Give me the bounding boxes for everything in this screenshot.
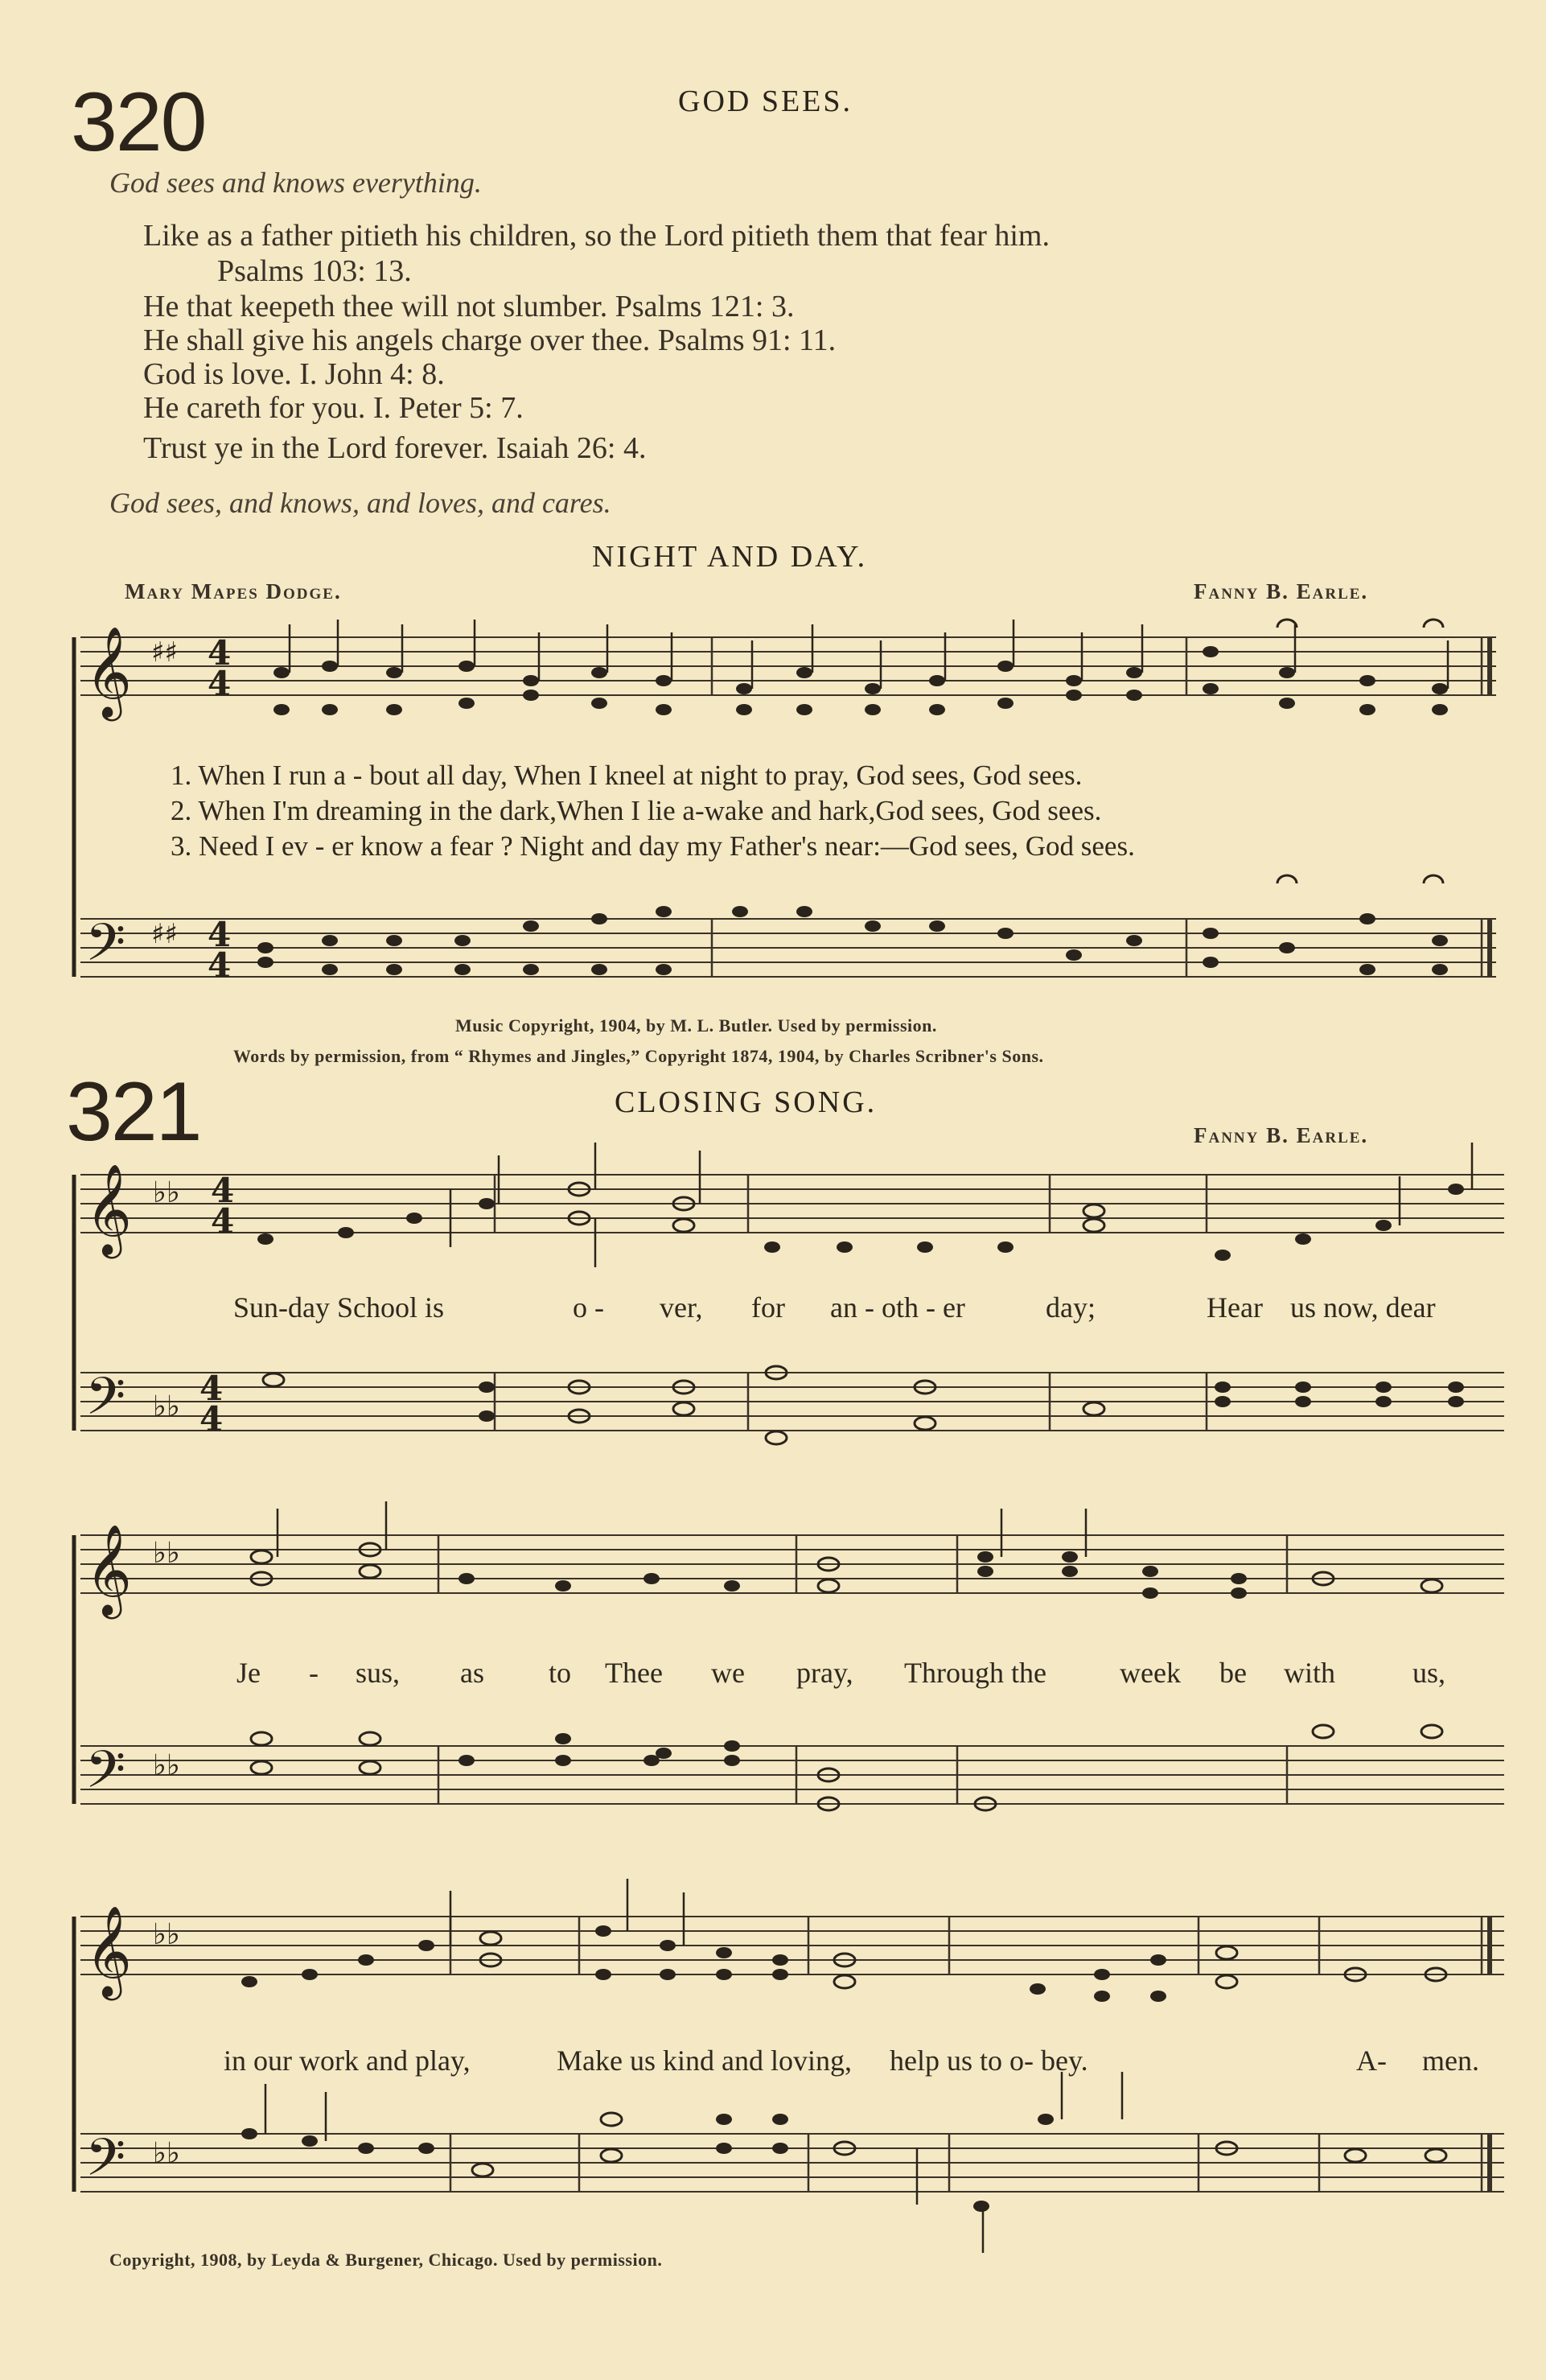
lyric-syllable: in our work and play, [224,2044,471,2077]
svg-text:𝄞: 𝄞 [85,1524,132,1616]
lyric-syllable: men. [1422,2044,1479,2077]
lyric-syllable: Thee [605,1657,663,1689]
intro-line: God sees and knows everything. [109,167,482,199]
music-credit: Fanny B. Earle. [1194,579,1369,603]
lyric-syllable: with [1284,1657,1336,1689]
svg-text:𝄢: 𝄢 [85,1740,126,1813]
svg-text:♭♭: ♭♭ [153,1537,180,1570]
scripture-line: He careth for you. I. Peter 5: 7. [143,391,524,425]
lyric-syllable: pray, [796,1657,853,1689]
hymn-title-321: CLOSING SONG. [615,1085,878,1119]
lyric-syllable: we [711,1657,745,1689]
svg-text:𝄢: 𝄢 [85,2128,126,2201]
music-credit-321: Fanny B. Earle. [1194,1123,1369,1147]
svg-text:𝄞: 𝄞 [85,1163,132,1255]
svg-text:♭♭: ♭♭ [153,2137,180,2170]
svg-text:4: 4 [208,664,232,703]
note-stems [265,620,1472,2253]
svg-text:♭♭: ♭♭ [153,1918,180,1951]
lyric-syllable: - [309,1657,319,1689]
svg-text:♯♯: ♯♯ [151,636,178,669]
svg-text:𝄢: 𝄢 [85,913,126,986]
lyric-syllable: us now, dear [1290,1291,1436,1324]
svg-text:𝄞: 𝄞 [85,626,132,718]
lyric-syllable: Hear [1207,1291,1263,1324]
scripture-line: He shall give his angels charge over thee. Psalms 91: 11. [143,323,837,357]
scripture-line: He that keepeth thee will not slumber. Psalms 121: 3. [143,290,795,323]
words-credit: Mary Mapes Dodge. [125,579,342,603]
svg-text:4: 4 [211,1201,235,1241]
scripture-line: Psalms 103: 13. [217,254,412,288]
lyric-syllable: A- [1356,2044,1387,2077]
closing-song-copyright: Copyright, 1908, by Leyda & Burgener, Chicago. Used by permission. [109,2250,663,2270]
lyric-syllable: week [1120,1657,1181,1689]
staff-lines [80,637,1504,2192]
lyric-syllable: o - [573,1291,604,1324]
lyric-syllable: day; [1046,1291,1096,1324]
lyric-syllable: to [549,1657,572,1689]
svg-text:𝄞: 𝄞 [85,1905,132,1997]
scripture-line: God is love. I. John 4: 8. [143,357,445,391]
lyric-syllable: help us to o- bey. [890,2044,1088,2077]
song-title: NIGHT AND DAY. [592,540,868,574]
hymn-number-321: 321 [66,1065,201,1159]
svg-text:♭♭: ♭♭ [153,1176,180,1209]
words-copyright: Words by permission, from “ Rhymes and Jingles,” Copyright 1874, 1904, by Charles Scribner's Sons. [233,1046,1044,1066]
svg-text:4: 4 [208,915,232,954]
svg-text:♭♭: ♭♭ [153,1749,180,1782]
lyric-syllable: us, [1412,1657,1446,1689]
svg-text:♯♯: ♯♯ [151,918,178,950]
lyric-syllable: be [1219,1657,1247,1689]
lyric-syllable: Sun-day School is [233,1291,445,1324]
lyric-syllable: as [460,1657,484,1689]
hymn-number-320: 320 [71,76,206,169]
lyric-syllable: Je [236,1657,261,1689]
svg-text:4: 4 [211,1171,235,1210]
fermatas [1277,620,1443,883]
verse-3: 3. Need I ev - er know a fear ? Night and day my Father's near:—God sees, God sees. [171,830,1135,862]
verse-1: 1. When I run a - bout all day, When I kneel at night to pray, God sees, God sees. [171,760,1083,791]
lyric-syllable: Make us kind and loving, [557,2044,852,2077]
svg-text:4: 4 [199,1399,224,1439]
svg-text:4: 4 [199,1369,224,1408]
music-copyright: Music Copyright, 1904, by M. L. Butler. Used by permission. [455,1015,937,1036]
bar-lines [438,637,1490,2192]
svg-text:♭♭: ♭♭ [153,1390,180,1423]
clefs [85,626,234,2201]
svg-text:4: 4 [208,945,232,985]
closing-line: God sees, and knows, and loves, and cares. [109,487,611,519]
hymn-title-320: GOD SEES. [678,84,853,118]
lyric-syllable: an - oth - er [830,1291,965,1324]
lyric-syllable: for [751,1291,785,1324]
verse-2: 2. When I'm dreaming in the dark,When I lie a-wake and hark,God sees, God sees. [171,795,1102,826]
lyric-syllable: ver, [660,1291,703,1324]
lyric-syllable: Through the [904,1657,1046,1689]
svg-text:4: 4 [208,633,232,673]
scripture-line: Trust ye in the Lord forever. Isaiah 26: 4. [143,431,647,465]
scripture-line: Like as a father pitieth his children, so the Lord pitieth them that fear him. [143,219,1050,253]
lyric-syllable: sus, [356,1657,401,1689]
svg-text:𝄢: 𝄢 [85,1367,126,1439]
